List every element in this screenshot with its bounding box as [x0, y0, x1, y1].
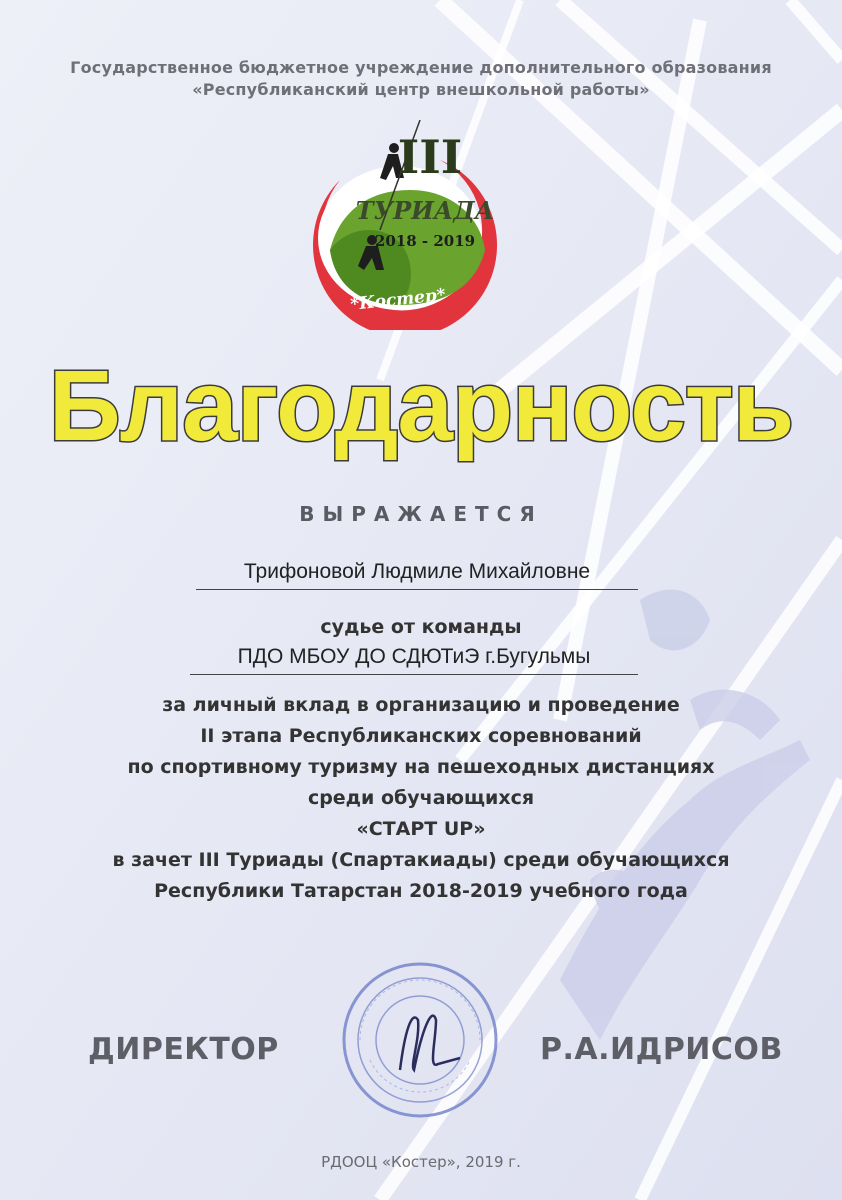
certificate-title [0, 345, 842, 485]
organization-name-line1: Государственное бюджетное учреждение дополнительного образования [70, 58, 772, 77]
citation-line: за личный вклад в организацию и проведение [162, 694, 680, 716]
logo-name: ТУРИАДА [355, 196, 495, 225]
team-name: ПДО МБОУ ДО СДЮТиЭ г.Бугульмы [190, 645, 638, 675]
citation-text [0, 690, 842, 907]
turiada-logo [300, 120, 500, 330]
director-name: Р.А.ИДРИСОВ [540, 1032, 783, 1067]
citation-line: среди обучающихся [307, 787, 535, 809]
organization-name-line2: «Республиканский центр внешкольной работы» [192, 80, 650, 99]
logo-club-name: *Костер* [349, 285, 447, 315]
director-title: ДИРЕКТОР [88, 1032, 279, 1067]
footer: РДООЦ «Костер», 2019 г. [321, 1153, 521, 1171]
citation-line: II этапа Республиканских соревнований [200, 725, 642, 747]
citation-line: «СТАРТ UP» [356, 818, 486, 840]
title-text: Благодарность [48, 350, 794, 462]
logo-numeral: III [397, 130, 463, 184]
subtitle: ВЫРАЖАЕТСЯ [299, 502, 543, 526]
recipient-name: Трифоновой Людмиле Михайловне [196, 560, 638, 590]
citation-line: Республики Татарстан 2018-2019 учебного года [154, 880, 688, 902]
recipient-role: судье от команды [320, 616, 522, 638]
logo-years: 2018 - 2019 [374, 232, 476, 250]
citation-line: в зачет III Туриады (Спартакиады) среди обучающихся [112, 849, 730, 871]
citation-line: по спортивному туризму на пешеходных дистанциях [127, 756, 715, 778]
official-seal-icon [340, 960, 500, 1120]
